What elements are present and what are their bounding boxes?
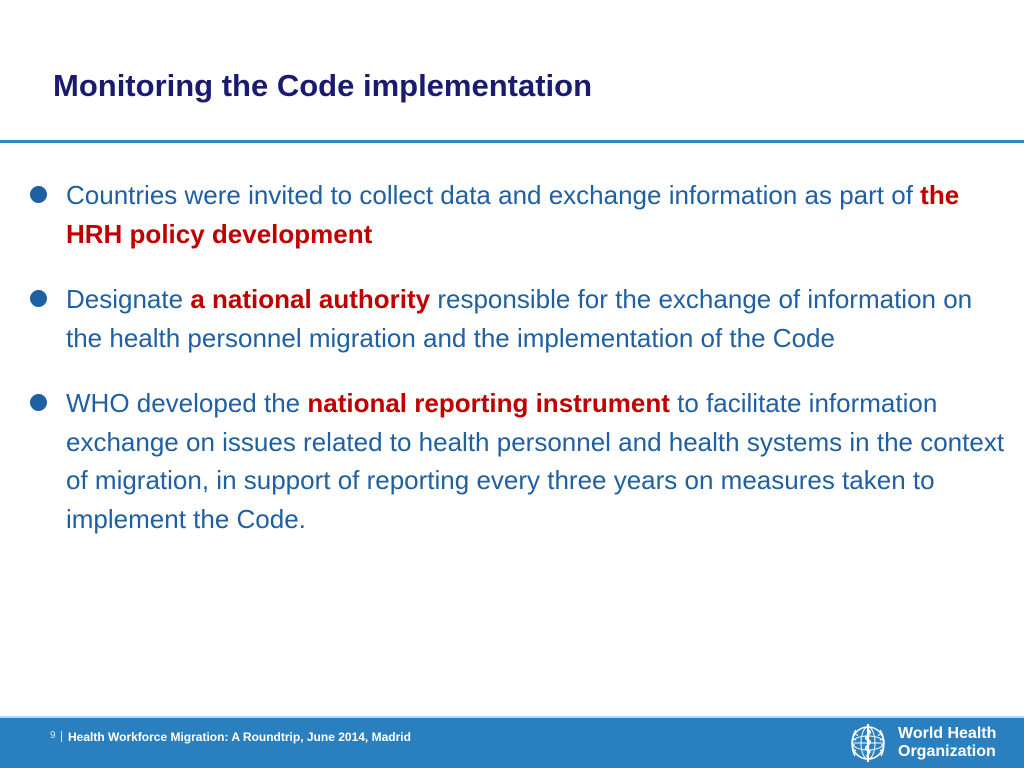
bullet-item: [30, 176, 1005, 253]
bullet-highlight-text: the HRH policy development: [66, 180, 960, 249]
who-logo: [846, 721, 1016, 765]
footer-top-line: [0, 716, 1024, 718]
who-logo-line1: World Health: [898, 725, 997, 742]
bullet-text: responsible for the exchange of information on the health personnel migration and the implementation of the Code: [66, 284, 973, 353]
bullet-dot-icon: [30, 186, 47, 203]
footer-caption: Health Workforce Migration: A Roundtrip, June 2014, Madrid: [68, 730, 411, 744]
title-divider: [0, 140, 1024, 143]
footer-bar: [0, 716, 1024, 768]
slide-title: Monitoring the Code implementation: [53, 68, 593, 103]
bullet-list: [30, 176, 1005, 565]
who-logo-text: [898, 725, 996, 761]
bullet-text: to facilitate information exchange on issues related to health personnel and health systems in the context of migration, in support of reporting every three years on measures taken to implement the Code.: [66, 388, 1005, 534]
who-logo-line2: Organization: [898, 743, 996, 760]
who-emblem-icon: [846, 721, 890, 765]
bullet-text: Designate: [66, 284, 191, 314]
bullet-highlight-text: a national authority: [190, 284, 431, 314]
bullet-dot-icon: [30, 290, 47, 307]
bullet-highlight-text: national reporting instrument: [307, 388, 670, 418]
page-number-separator: [61, 731, 62, 742]
bullet-item: [30, 280, 1005, 357]
bullet-item: [30, 384, 1005, 538]
bullet-text: Countries were invited to collect data and exchange information as part of: [66, 180, 921, 210]
page-number: 9: [50, 730, 56, 741]
bullet-text: WHO developed the: [66, 388, 308, 418]
bullet-dot-icon: [30, 394, 47, 411]
